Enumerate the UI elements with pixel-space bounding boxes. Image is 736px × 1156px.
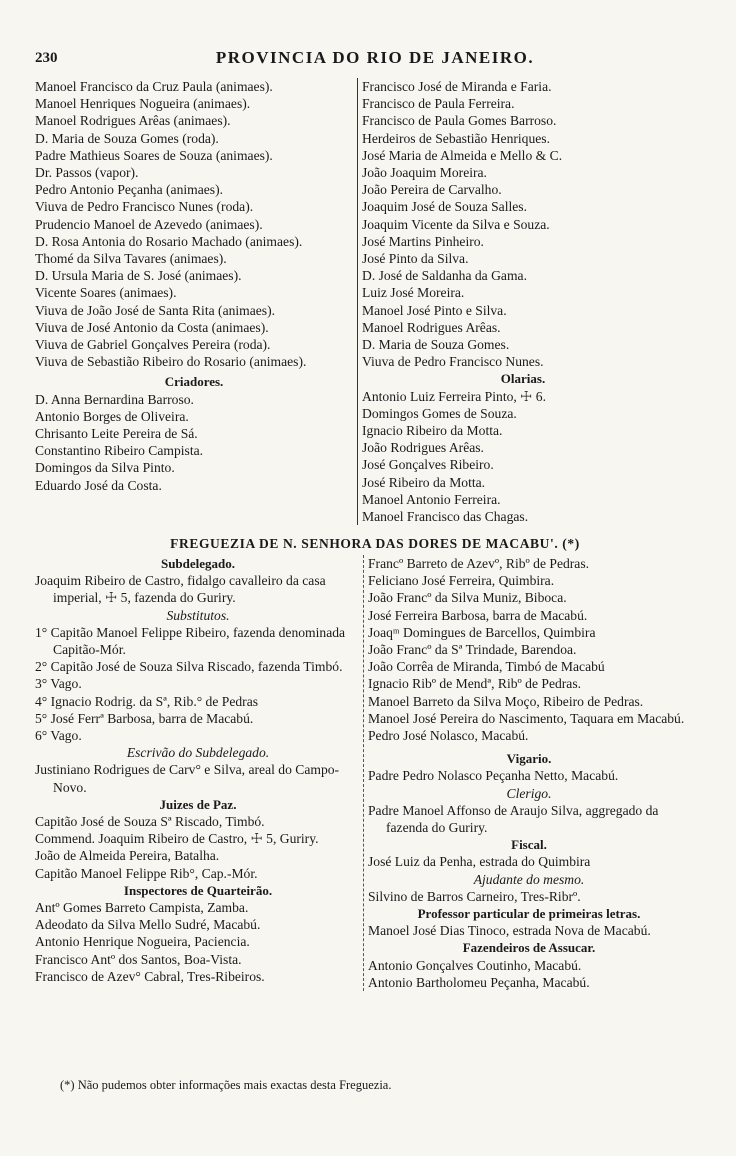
list-item: Manoel Barreto da Silva Moço, Ribeiro de Pedras. [368, 693, 644, 709]
list-item: José Pinto da Silva. [362, 251, 469, 267]
olarias-list [362, 388, 684, 526]
list-item: Ignacio Ribº de Mendª, Ribº de Pedras. [368, 676, 582, 692]
list-item: Joaquim Vicente da Silva e Souza. [362, 216, 550, 232]
inspectores-heading: Inspectores de Quarteirão. [123, 882, 273, 898]
list-item: Capitão Manoel Felippe Rib°, Cap.-Mór. [35, 865, 258, 881]
list-item: João Joaquim Moreira. [362, 165, 487, 181]
list-item: Thomé da Silva Tavares (animaes). [35, 251, 227, 267]
professor-entry: Manoel José Dias Tinoco, estrada Nova de Macabú. [368, 923, 651, 939]
criadores-list [35, 391, 353, 494]
list-item: D. Rosa Antonia do Rosario Machado (animaes). [35, 233, 303, 249]
list-item: Francº Barreto de Azevº, Ribº de Pedras. [368, 556, 590, 571]
list-item: João Pereira de Carvalho. [362, 182, 502, 198]
fazendeiros-heading: Fazendeiros de Assucar. [462, 940, 596, 956]
list-item: Dr. Passos (vapor). [35, 165, 139, 181]
clerigo-entry: Padre Manoel Affonso de Araujo Silva, aggregado da fazenda do Guriry. [368, 802, 659, 836]
upper-right-column [357, 78, 684, 525]
running-title: PROVINCIA DO RIO DE JANEIRO. [215, 48, 535, 67]
clerigo-heading: Clerigo. [506, 785, 552, 801]
list-item: Ignacio Ribeiro da Motta. [362, 423, 503, 439]
list-item: Manoel Francisco da Cruz Paula (animaes). [35, 79, 273, 94]
list-item: Antonio Borges de Oliveira. [35, 408, 189, 424]
list-item: Feliciano José Ferreira, Quimbira. [368, 573, 555, 589]
list-item: 6° Vago. [35, 728, 82, 744]
list-item: Manoel Francisco das Chagas. [362, 509, 529, 525]
ajudante-heading: Ajudante do mesmo. [473, 871, 585, 887]
list-item: 2° Capitão José de Souza Silva Riscado, fazenda Timbó. [35, 659, 343, 675]
list-item: Capitão José de Souza Sª Riscado, Timbó. [35, 814, 265, 830]
list-item: Manoel José Pinto e Silva. [362, 302, 507, 318]
list-item: Manoel Rodrigues Arêas (animaes). [35, 113, 231, 129]
lower-left-column [35, 555, 361, 985]
upper-right-list [362, 78, 684, 370]
list-item: Padre Mathieus Soares de Souza (animaes). [35, 147, 273, 163]
list-item: Herdeiros de Sebastião Henriques. [362, 130, 550, 146]
list-item: Commend. Joaquim Ribeiro de Castro, ☩ 5, Guriry. [35, 831, 319, 847]
escrivao-heading: Escrivão do Subdelegado. [126, 745, 270, 761]
list-item: Viuva de Pedro Francisco Nunes. [362, 354, 544, 370]
fiscal-entry: José Luiz da Penha, estrada do Quimbira [368, 854, 591, 870]
list-item: 5° José Ferrª Barbosa, barra de Macabú. [35, 710, 254, 726]
vigario-heading: Vigario. [506, 751, 552, 767]
upper-left-list [35, 78, 353, 370]
list-item: Prudencio Manoel de Azevedo (animaes). [35, 216, 263, 232]
list-item: Antonio Henrique Nogueira, Paciencia. [35, 934, 250, 950]
list-item: José Ferreira Barbosa, barra de Macabú. [368, 607, 588, 623]
list-item: D. Ursula Maria de S. José (animaes). [35, 268, 242, 284]
list-item: Domingos da Silva Pinto. [35, 460, 175, 476]
juizes-list [35, 813, 361, 882]
page-header [35, 48, 715, 70]
list-item: José Gonçalves Ribeiro. [362, 457, 494, 473]
list-item: Francisco Antº dos Santos, Boa-Vista. [35, 951, 242, 967]
list-item: Francisco de Paula Gomes Barroso. [362, 113, 557, 129]
list-item: Luiz José Moreira. [362, 285, 465, 301]
list-item: João Corrêa de Miranda, Timbó de Macabú [368, 659, 605, 675]
list-item: Antonio Bartholomeu Peçanha, Macabú. [368, 974, 590, 990]
subdelegado-entry: Joaquim Ribeiro de Castro, fidalgo cavalleiro da casa imperial, ☩ 5, fazenda do Guriry. [35, 573, 326, 606]
list-item: Pedro José Nolasco, Macabú. [368, 728, 529, 744]
list-item: Chrisanto Leite Pereira de Sá. [35, 426, 198, 442]
list-item: João Francº da Sª Trindade, Barendoa. [368, 642, 577, 658]
upper-left-column [35, 78, 353, 494]
list-item: José Maria de Almeida e Mello & C. [362, 147, 563, 163]
list-item: Adeodato da Silva Mello Sudré, Macabú. [35, 917, 261, 933]
list-item: Viuva de José Antonio da Costa (animaes). [35, 319, 269, 335]
list-item: Manoel Henriques Nogueira (animaes). [35, 96, 251, 112]
list-item: José Martins Pinheiro. [362, 233, 484, 249]
lower-right-column [363, 555, 690, 991]
list-item: Manoel José Pereira do Nascimento, Taquara em Macabú. [368, 710, 685, 726]
escrivao-entry: Justiniano Rodrigues de Carv° e Silva, areal do Campo-Novo. [35, 762, 340, 795]
list-item: Viuva de Sebastião Ribeiro do Rosario (animaes). [35, 354, 307, 370]
fiscal-heading: Fiscal. [511, 837, 547, 853]
list-item: Constantino Ribeiro Campista. [35, 443, 204, 459]
list-item: João Rodrigues Arêas. [362, 440, 484, 456]
list-item: Viuva de Gabriel Gonçalves Pereira (roda). [35, 337, 271, 353]
list-item: Eduardo José da Costa. [35, 477, 162, 493]
list-item: Francisco José de Miranda e Faria. [362, 79, 552, 94]
ajudante-entry: Silvino de Barros Carneiro, Tres-Ribrº. [368, 888, 581, 904]
page-number: 230 [35, 50, 58, 66]
juizes-heading: Juizes de Paz. [159, 796, 237, 812]
list-item: Joaquim José de Souza Salles. [362, 199, 527, 215]
inspectores-continued-list [368, 555, 690, 744]
inspectores-list [35, 899, 361, 985]
section-title: FREGUEZIA DE N. SENHORA DAS DORES DE MACABU'. (*) [170, 536, 580, 551]
subdelegado-heading: Subdelegado. [160, 556, 236, 571]
list-item: Viuva de Pedro Francisco Nunes (roda). [35, 199, 254, 215]
list-item: Antº Gomes Barreto Campista, Zamba. [35, 900, 249, 916]
list-item: D. Maria de Souza Gomes (roda). [35, 130, 219, 146]
substitutos-list [35, 624, 361, 744]
list-item: Vicente Soares (animaes). [35, 285, 177, 301]
list-item: 4° Ignacio Rodrig. da Sª, Rib.° de Pedras [35, 693, 259, 709]
list-item: Viuva de João José de Santa Rita (animaes). [35, 302, 276, 318]
list-item: D. Maria de Souza Gomes. [362, 337, 510, 353]
fazendeiros-list [368, 957, 690, 991]
list-item: José Ribeiro da Motta. [362, 474, 486, 490]
list-item: João Francº da Silva Muniz, Biboca. [368, 590, 567, 606]
list-item: D. Anna Bernardina Barroso. [35, 391, 194, 407]
list-item: Manoel Rodrigues Arêas. [362, 319, 501, 335]
footnote: (*) Não pudemos obter informações mais exactas desta Freguezia. [60, 1078, 392, 1092]
list-item: 3° Vago. [35, 676, 82, 692]
list-item: Francisco de Azev° Cabral, Tres-Ribeiros. [35, 968, 265, 984]
olarias-heading: Olarias. [500, 371, 546, 387]
list-item: Manoel Antonio Ferreira. [362, 491, 501, 507]
list-item: Domingos Gomes de Souza. [362, 405, 517, 421]
list-item: Pedro Antonio Peçanha (animaes). [35, 182, 223, 198]
list-item: D. José de Saldanha da Gama. [362, 268, 527, 284]
substitutos-heading: Substitutos. [166, 607, 230, 623]
list-item: Antonio Luiz Ferreira Pinto, ☩ 6. [362, 388, 546, 404]
professor-heading: Professor particular de primeiras letras. [417, 906, 641, 922]
criadores-heading: Criadores. [164, 374, 224, 390]
vigario-entry: Padre Pedro Nolasco Peçanha Netto, Macabú. [368, 768, 619, 784]
list-item: João de Almeida Pereira, Batalha. [35, 848, 220, 864]
list-item: Antonio Gonçalves Coutinho, Macabú. [368, 957, 582, 973]
list-item: 1° Capitão Manoel Felippe Ribeiro, fazenda denominada Capitão-Mór. [35, 624, 346, 658]
list-item: Francisco de Paula Ferreira. [362, 96, 515, 112]
list-item: Joaqᵐ Domingues de Barcellos, Quimbira [368, 624, 596, 640]
